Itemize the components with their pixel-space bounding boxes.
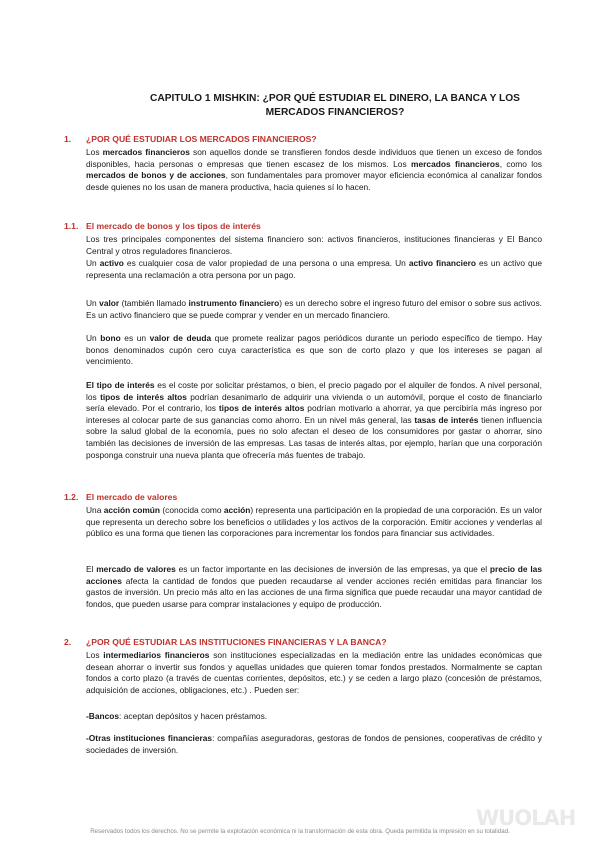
bold-term: precio de las acciones <box>86 564 543 586</box>
bold-term: -Bancos <box>86 711 120 721</box>
bold-term: instrumento financiero <box>188 298 280 308</box>
bold-term: activo <box>99 258 124 268</box>
bold-term: tasas de interés <box>414 414 479 425</box>
bold-term: tipos de interés altos <box>100 391 187 402</box>
paragraph: Un activo es cualquier cosa de valor propiedad de una persona o una empresa. Un activo financiero es un activo que representa una reclamación a otra persona por un pago. <box>86 258 542 280</box>
bold-term: valor de deuda <box>149 333 212 343</box>
bold-term: mercado de valores <box>96 564 176 574</box>
section-number: 1.1. <box>64 221 79 231</box>
bold-term: acción <box>223 505 251 515</box>
bold-term: -Otras instituciones financieras <box>86 733 213 743</box>
paragraph: Los intermediarios financieros son instituciones especializadas en la mediación entre las unidades económicas que desean ahorrar o invertir sus fondos y aquellas unidades que quieren tomar fondos prestados. Normalmente se captan fondos a corto plazo (a través de cuentas corrientes, depósitos, etc.) y se ceden a largo plazo (concesión de préstamos, adquisición de acciones, obligaciones, etc.) . Pueden ser: <box>86 650 542 695</box>
paragraph: Los tres principales componentes del sistema financiero son: activos financieros, instituciones financieras y El Banco Central y otros reguladores financieros. <box>86 234 542 256</box>
paragraph: El tipo de interés es el coste por solicitar préstamos, o bien, el precio pagado por el alquiler de fondos. A nivel personal, los tipos de interés altos podrían desanimarlo de adquirir una vivienda o un automóvil, porque el costo de financiarlo sería elevado. Por el contrario, los tipos de interés altos podrían motivarlo a ahorrar, ya que percibiría más ingreso por intereses al colocar parte de sus ganancias como ahorro. En un nivel más general, las tasas de interés tienen influencia sobre la salud global de la economía, pues no solo afectan el deseo de los consumidores por gastar o ahorrar, sino también las decisiones de inversión de las empresas. Las tasas de interés altas, por ejemplo, harían que una corporación posponga construir una nueva planta que ofrecería más fuentes de trabajo. <box>86 380 543 460</box>
section-number: 2. <box>64 637 72 647</box>
section-heading-1 <box>64 134 317 146</box>
list-item: -Otras instituciones financieras: compañías aseguradoras, gestoras de fondos de pensiones, cooperativas de crédito y sociedades de inversión. <box>86 733 542 755</box>
bold-term: tipos de interés altos <box>218 403 305 414</box>
wuolah-watermark-logo: WUOLAH <box>476 806 576 830</box>
bold-term: bono <box>100 333 121 343</box>
section-number: 1. <box>64 134 72 144</box>
section-title: El mercado de valores <box>86 492 178 502</box>
paragraph: Un bono es un valor de deuda que promete realizar pagos periódicos durante un periodo específico de tiempo. Hay bonos denominados cupón cero cuya característica es que son de corto plazo y que los intereses se pagan al vencimiento. <box>86 333 542 367</box>
page-title: CAPITULO 1 MISHKIN: ¿POR QUÉ ESTUDIAR EL DINERO, LA BANCA Y LOS MERCADOS FINANCIEROS? <box>150 93 520 118</box>
list-item: -Bancos: aceptan depósitos y hacen préstamos. <box>86 711 268 721</box>
section-title: ¿POR QUÉ ESTUDIAR LAS INSTITUCIONES FINANCIERAS Y LA BANCA? <box>86 637 387 647</box>
paragraph: Una acción común (conocida como acción) representa una participación en la propiedad de una corporación. Es un valor que representa un derecho sobre los beneficios o utilidades y los activos de la corporación. Emitir acciones y venderlas al público es una forma que tienen las corporaciones para incrementar los fondos para financiar sus actividades. <box>86 505 542 539</box>
section-heading-1-1 <box>64 221 261 233</box>
copyright-footer: Reservados todos los derechos. No se permite la explotación económica ni la transformación de esta obra. Queda permitida la impresión en su totalidad. <box>90 828 510 835</box>
bold-term: acción común <box>103 505 161 515</box>
bold-term: intermediarios financieros <box>103 650 210 660</box>
paragraph: El mercado de valores es un factor importante en las decisiones de inversión de las empresas, ya que el precio de las acciones afecta la cantidad de fondos que pueden recaudarse al vender acciones recién emitidas para financiar los gastos de inversión. Un precio más alto en las acciones de una firma significa que puede recaudar una mayor cantidad de fondos, que pueden usarse para comprar instalaciones y equipo de producción. <box>86 564 543 609</box>
section-number: 1.2. <box>64 492 79 502</box>
section-title: El mercado de bonos y los tipos de interés <box>86 221 261 231</box>
section-title: ¿POR QUÉ ESTUDIAR LOS MERCADOS FINANCIEROS? <box>86 134 317 144</box>
bold-term: activo financiero <box>408 258 477 268</box>
bold-term: El tipo de interés <box>86 380 155 390</box>
paragraph: Un valor (también llamado instrumento financiero) es un derecho sobre el ingreso futuro del emisor o sobre sus activos. Es un activo financiero que se puede comprar y vender en un mercado financiero. <box>86 298 542 320</box>
bold-term: mercados financieros <box>411 158 500 169</box>
bold-term: mercados financieros <box>102 147 190 157</box>
bold-term: valor <box>99 298 120 308</box>
paragraph: Los mercados financieros son aquellos donde se transfieren fondos desde individuos que tienen un exceso de fondos disponibles, hacia personas o empresas que tienen escasez de los mismos. Los mercados financieros, como los mercados de bonos y de acciones, son fundamentales para promover mayor eficiencia económica al canalizar fondos desde quienes no los usan de manera productiva, hacia quienes sí lo hacen. <box>86 147 542 192</box>
section-heading-2 <box>64 637 387 649</box>
section-heading-1-2 <box>64 492 177 504</box>
bold-term: mercados de bonos y de acciones <box>86 170 226 181</box>
